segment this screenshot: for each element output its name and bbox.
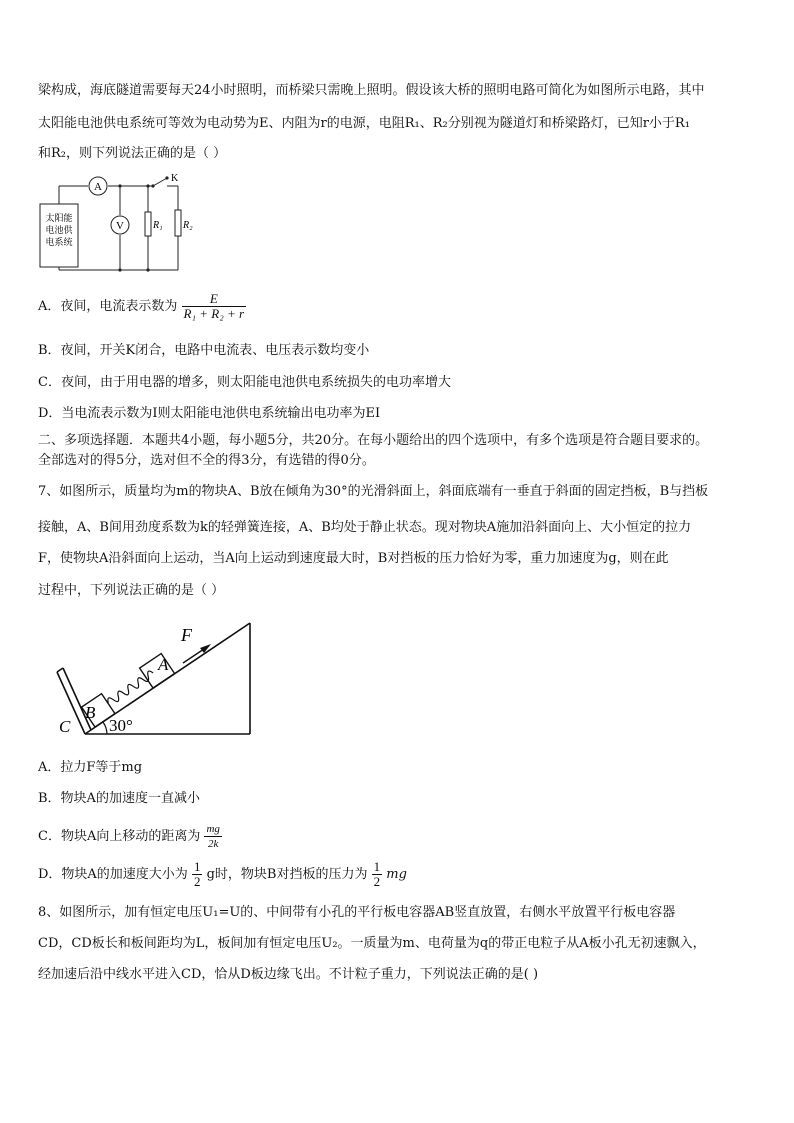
q7-stem-line2: 接触，A、B间用劲度系数为k的轻弹簧连接，A、B均处于静止状态。现对物块A施加沿斜面向上、大小恒定的拉力: [38, 520, 692, 535]
block-b-label: B: [85, 703, 96, 722]
section2-line2: 全部选对的得5分，选对但不全的得3分，有选错的得0分。: [38, 453, 375, 468]
q7-stem-line1: 7、如图所示，质量均为m的物块A、B放在倾角为30°的光滑斜面上，斜面底端有一垂直于斜面的固定挡板，B与挡板: [38, 484, 709, 499]
q6-option-b: B．夜间，开关K闭合，电路中电流表、电压表示数均变小: [38, 343, 370, 358]
fraction-numerator: mg: [206, 823, 220, 835]
spring: [106, 670, 155, 707]
fraction-numerator: 1: [193, 859, 201, 874]
q6-stem-line3: 和R₂，则下列说法正确的是（ ）: [38, 146, 227, 161]
q7-option-d-fraction-2: [372, 860, 383, 889]
fraction-numerator: 1: [373, 859, 381, 874]
source-label-3: 电系统: [45, 238, 73, 248]
fraction-denominator: 2: [373, 874, 381, 889]
fraction-denominator: 2: [193, 874, 201, 889]
q7-option-d-text-2: g时，物块B对挡板的压力为: [206, 867, 368, 882]
ammeter-symbol: [89, 177, 107, 195]
corner-c-label: C: [59, 717, 71, 736]
q6-stem-line1: 梁构成，海底隧道需要每天24小时照明，而桥梁只需晚上照明。假设该大桥的照明电路可简化为如图所示电路，其中: [38, 83, 705, 98]
q7-option-d-text-3: mg: [386, 867, 407, 882]
q8-stem-line1: 8、如图所示，加有恒定电压U₁=U的、中间带有小孔的平行板电容器AB竖直放置，右侧水平放置平行板电容器: [38, 905, 676, 920]
q6-option-d: D．当电流表示数为I则太阳能电池供电系统输出电功率为EI: [38, 406, 381, 421]
q7-option-d: [38, 860, 407, 889]
q8-stem-line3: 经加速后沿中线水平进入CD，恰从D板边缘飞出。不计粒子重力，下列说法正确的是( ): [38, 967, 539, 982]
section2-line1: 二、多项选择题．本题共4小题，每小题5分，共20分。在每小题给出的四个选项中，有多个选项是符合题目要求的。: [38, 433, 709, 448]
q6-stem-line2: 太阳能电池供电系统可等效为电动势为E、内阻为r的电源，电阻R₁、R₂分别视为隧道灯和桥梁路灯，已知r小于R₁: [38, 116, 690, 131]
circuit-diagram: [30, 170, 200, 275]
q7-stem-line4: 过程中，下列说法正确的是（ ）: [38, 583, 225, 598]
fraction-denominator: R₁ + R₂ + r: [183, 306, 245, 321]
q7-stem-line3: F，使物块A沿斜面向上运动，当A向上运动到速度最大时，B对挡板的压力恰好为零，重力加速度为g，则在此: [38, 551, 669, 566]
q7-option-d-text-1: D．物块A的加速度大小为: [38, 867, 188, 882]
r1-label: R₁: [153, 220, 163, 231]
q7-option-c: [38, 822, 222, 851]
q6-option-c: C．夜间，由于用电器的增多，则太阳能电池供电系统损失的电功率增大: [38, 375, 451, 390]
fraction-denominator: 2k: [208, 838, 219, 850]
q7-option-c-fraction: [204, 822, 221, 851]
voltmeter-label: V: [116, 220, 124, 232]
q7-option-d-fraction-1: [192, 860, 203, 889]
fraction-numerator: E: [182, 292, 247, 307]
source-label-1: 太阳能: [45, 214, 73, 224]
force-label: F: [181, 625, 192, 645]
q7-option-a: A．拉力F等于mg: [38, 760, 143, 775]
incline-diagram: [45, 615, 265, 740]
switch-label: K: [171, 173, 179, 184]
q6-option-a-fraction: [182, 292, 247, 321]
q7-option-c-text: C．物块A向上移动的距离为: [38, 829, 201, 844]
q6-option-a: [38, 292, 246, 321]
r2-label: R₂: [183, 220, 193, 231]
voltmeter-symbol: [111, 216, 129, 234]
angle-label: 30°: [109, 716, 133, 735]
block-a-label: A: [158, 655, 169, 674]
q8-stem-line2: CD，CD板长和板间距均为L，板间加有恒定电压U₂。一质量为m、电荷量为q的带正电粒子从A板小孔无初速飘入，: [38, 936, 706, 951]
ammeter-label: A: [94, 181, 102, 193]
q6-option-a-text: A．夜间，电流表示数为: [38, 299, 178, 314]
source-label-2: 电池供: [45, 226, 73, 236]
q7-option-b: B．物块A的加速度一直减小: [38, 791, 200, 806]
